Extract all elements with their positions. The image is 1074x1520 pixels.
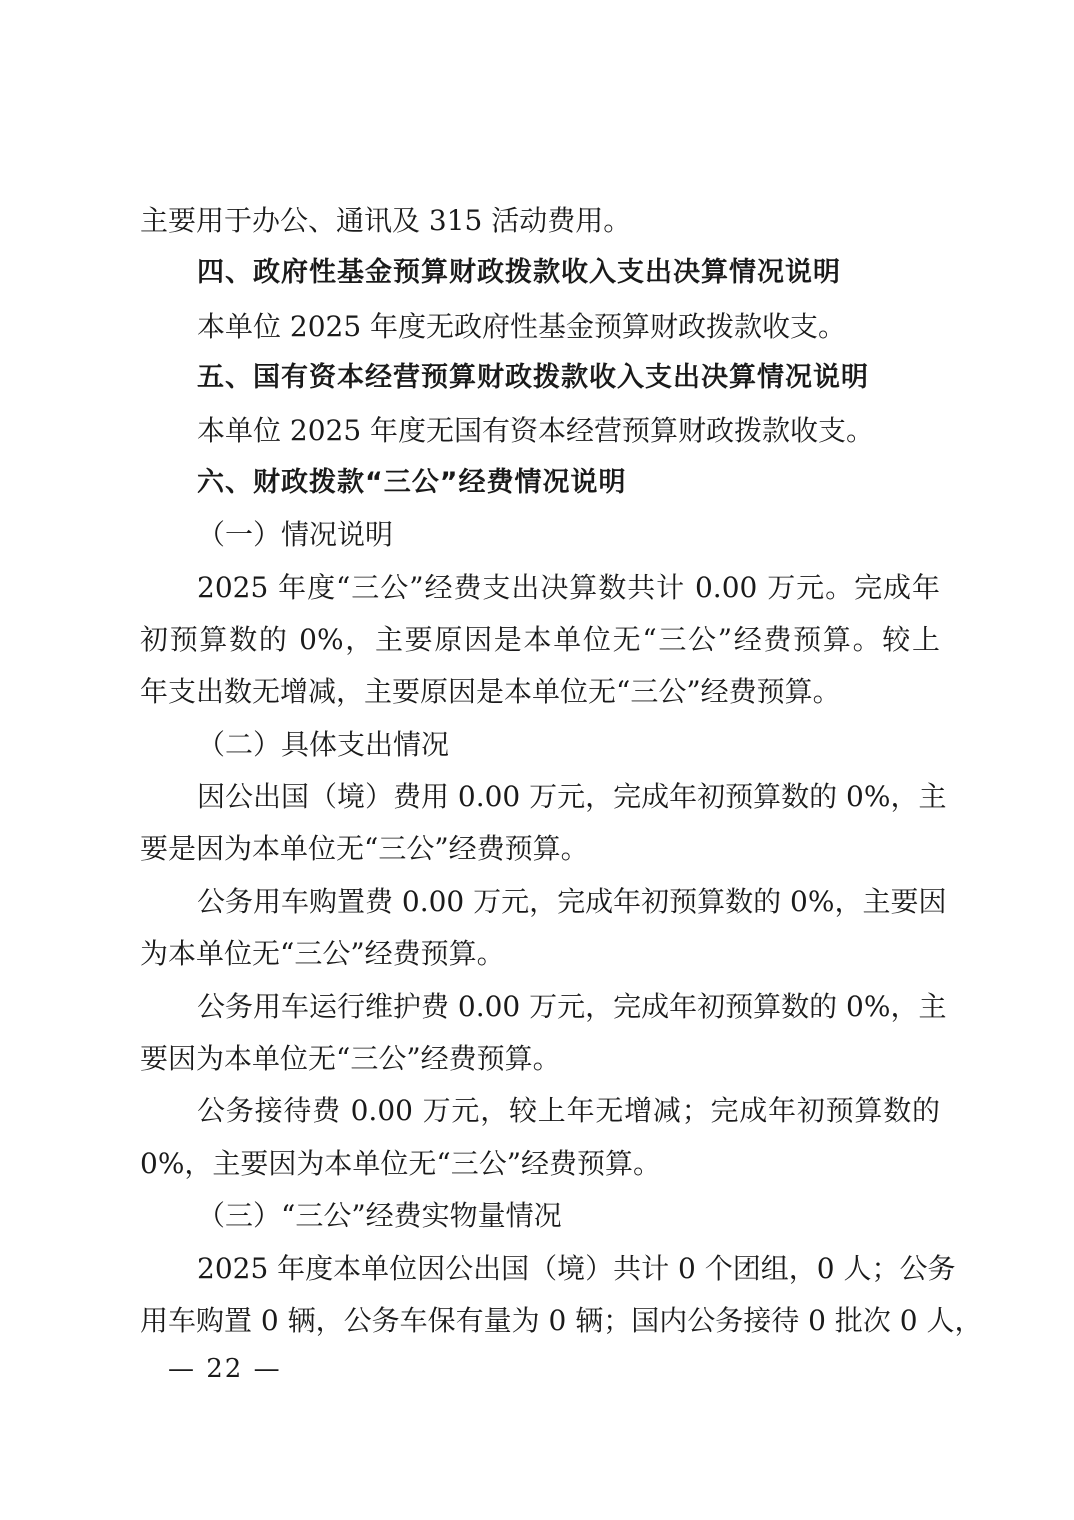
body-text-line: 主要用于办公、通讯及 315 活动费用。 (140, 204, 632, 237)
section-heading-4: 四、政府性基金预算财政拨款收入支出决算情况说明 (197, 257, 841, 288)
body-text-line: 用车购置 0 辆，公务车保有量为 0 辆；国内公务接待 0 批次 0 人， (140, 1304, 983, 1337)
page-number: — 22 — (168, 1354, 282, 1384)
body-text-line: 本单位 2025 年度无国有资本经营预算财政拨款收支。 (197, 414, 875, 447)
body-text-line: 本单位 2025 年度无政府性基金预算财政拨款收支。 (197, 310, 847, 343)
body-text-line: 公务接待费 0.00 万元，较上年无增减；完成年初预算数的 (197, 1094, 940, 1127)
subsection-heading-2: （二）具体支出情况 (197, 728, 450, 761)
body-text-line: 2025 年度本单位因公出国（境）共计 0 个团组，0 人；公务 (197, 1252, 956, 1285)
body-text-line: 公务用车运行维护费 0.00 万元，完成年初预算数的 0%，主 (197, 990, 947, 1023)
section-heading-5: 五、国有资本经营预算财政拨款收入支出决算情况说明 (197, 362, 869, 393)
body-text-line: 初预算数的 0%，主要原因是本单位无“三公”经费预算。较上 (140, 623, 940, 656)
body-text-line: 要因为本单位无“三公”经费预算。 (140, 1042, 561, 1075)
body-text-line: 2025 年度“三公”经费支出决算数共计 0.00 万元。完成年 (197, 571, 940, 604)
body-text-line: 为本单位无“三公”经费预算。 (140, 937, 505, 970)
subsection-heading-1: （一）情况说明 (197, 518, 394, 551)
subsection-heading-3: （三）“三公”经费实物量情况 (197, 1199, 562, 1232)
body-text-line: 公务用车购置费 0.00 万元，完成年初预算数的 0%，主要因 (197, 885, 947, 918)
section-heading-6: 六、财政拨款“三公”经费情况说明 (197, 467, 627, 498)
body-text-line: 因公出国（境）费用 0.00 万元，完成年初预算数的 0%，主 (197, 780, 947, 813)
body-text-line: 年支出数无增减，主要原因是本单位无“三公”经费预算。 (140, 675, 841, 708)
body-text-line: 0%，主要因为本单位无“三公”经费预算。 (140, 1147, 662, 1180)
body-text-line: 要是因为本单位无“三公”经费预算。 (140, 832, 589, 865)
